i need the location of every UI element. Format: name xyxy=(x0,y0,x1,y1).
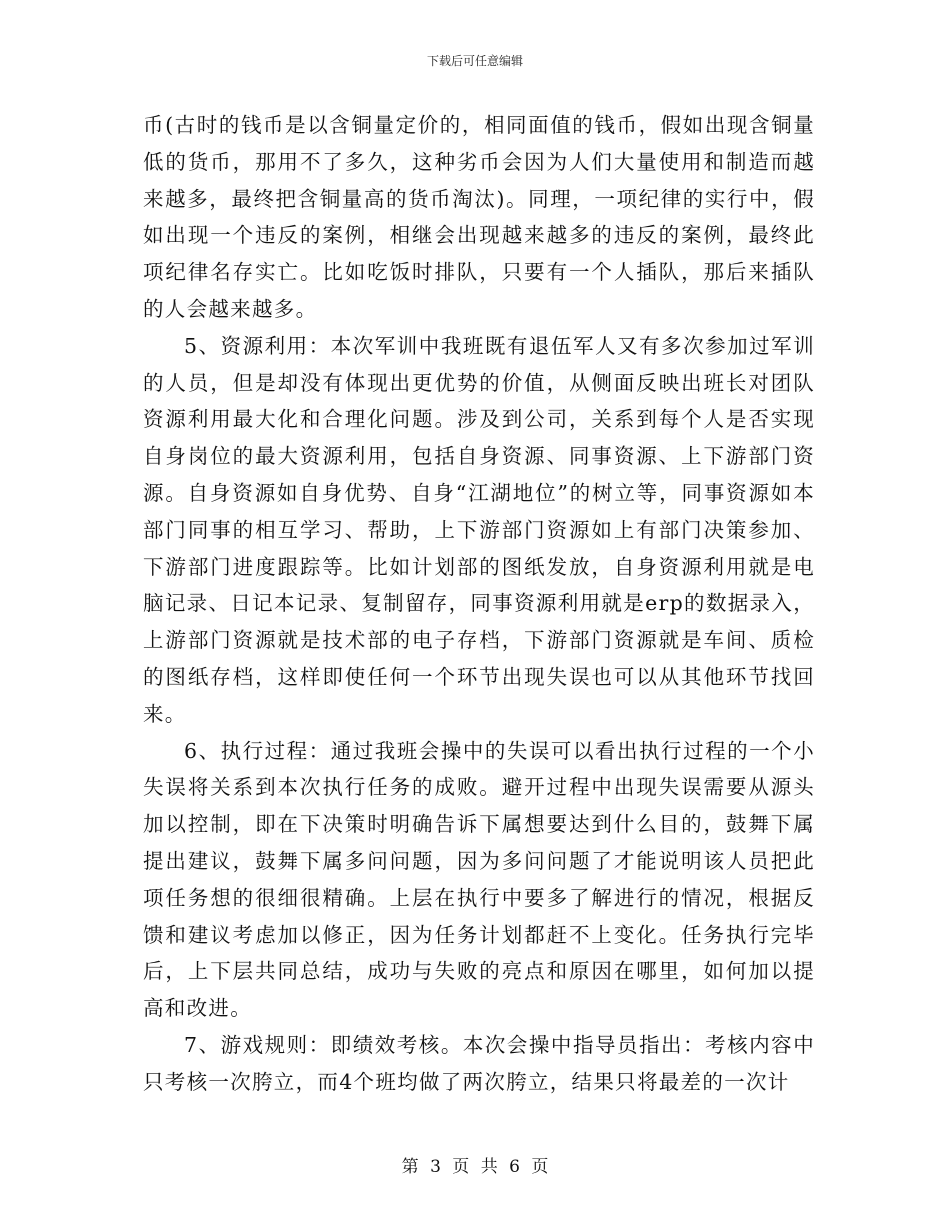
paragraph-continuation: 币(古时的钱币是以含铜量定价的，相同面值的钱币，假如出现含铜量低的货币，那用不了多久，这种劣币会因为人们大量使用和制造而越来越多，最终把含铜量高的货币淘汰)。同理，一项纪律的实行中，假如出现一个违反的案例，相继会出现越来越多的违反的案例，最终此项纪律名存实亡。比如吃饭时排队，只要有一个人插队，那后来插队的人会越来越多。 xyxy=(143,113,815,321)
paragraph-resource-use: 5、资源利用：本次军训中我班既有退伍军人又有多次参加过军训的人员，但是却没有体现出更优势的价值，从侧面反映出班长对团队资源利用最大化和合理化问题。涉及到公司，关系到每个人是否实现自身岗位的最大资源利用，包括自身资源、同事资源、上下游部门资源。自身资源如自身优势、自身“江湖地位”的树立等，同事资源如本部门同事的相互学习、帮助，上下游部门资源如上有部门决策参加、下游部门进度跟踪等。比如计划部的图纸发放，自身资源利用就是电脑记录、日记本记录、复制留存，同事资源利用就是erp的数据录入，上游部门资源就是技术部的电子存档，下游部门资源就是车间、质检的图纸存档，这样即使任何一个环节出现失误也可以从其他环节找回来。 xyxy=(143,333,815,726)
page-number-footer: 第 3 页 共 6 页 xyxy=(401,1157,549,1177)
paragraph-game-rules: 7、游戏规则：即绩效考核。本次会操中指导员指出：考核内容中只考核一次胯立，而4个班均做了两次胯立，结果只将最差的一次计 xyxy=(143,1032,815,1094)
paragraph-execution-process: 6、执行过程：通过我班会操中的失误可以看出执行过程的一个小失误将关系到本次执行任务的成败。避开过程中出现失误需要从源头加以控制，即在下决策时明确告诉下属想要达到什么目的，鼓舞下属提出建议，鼓舞下属多问问题，因为多问问题了才能说明该人员把此项任务想的很细很精确。上层在执行中要多了解进行的情况，根据反馈和建议考虑加以修正，因为任务计划都赶不上变化。任务执行完毕后，上下层共同总结，成功与失败的亮点和原因在哪里，如何加以提高和改进。 xyxy=(143,738,815,1021)
document-body xyxy=(143,107,815,1101)
page-header: 下载后可任意编辑 xyxy=(426,54,523,68)
